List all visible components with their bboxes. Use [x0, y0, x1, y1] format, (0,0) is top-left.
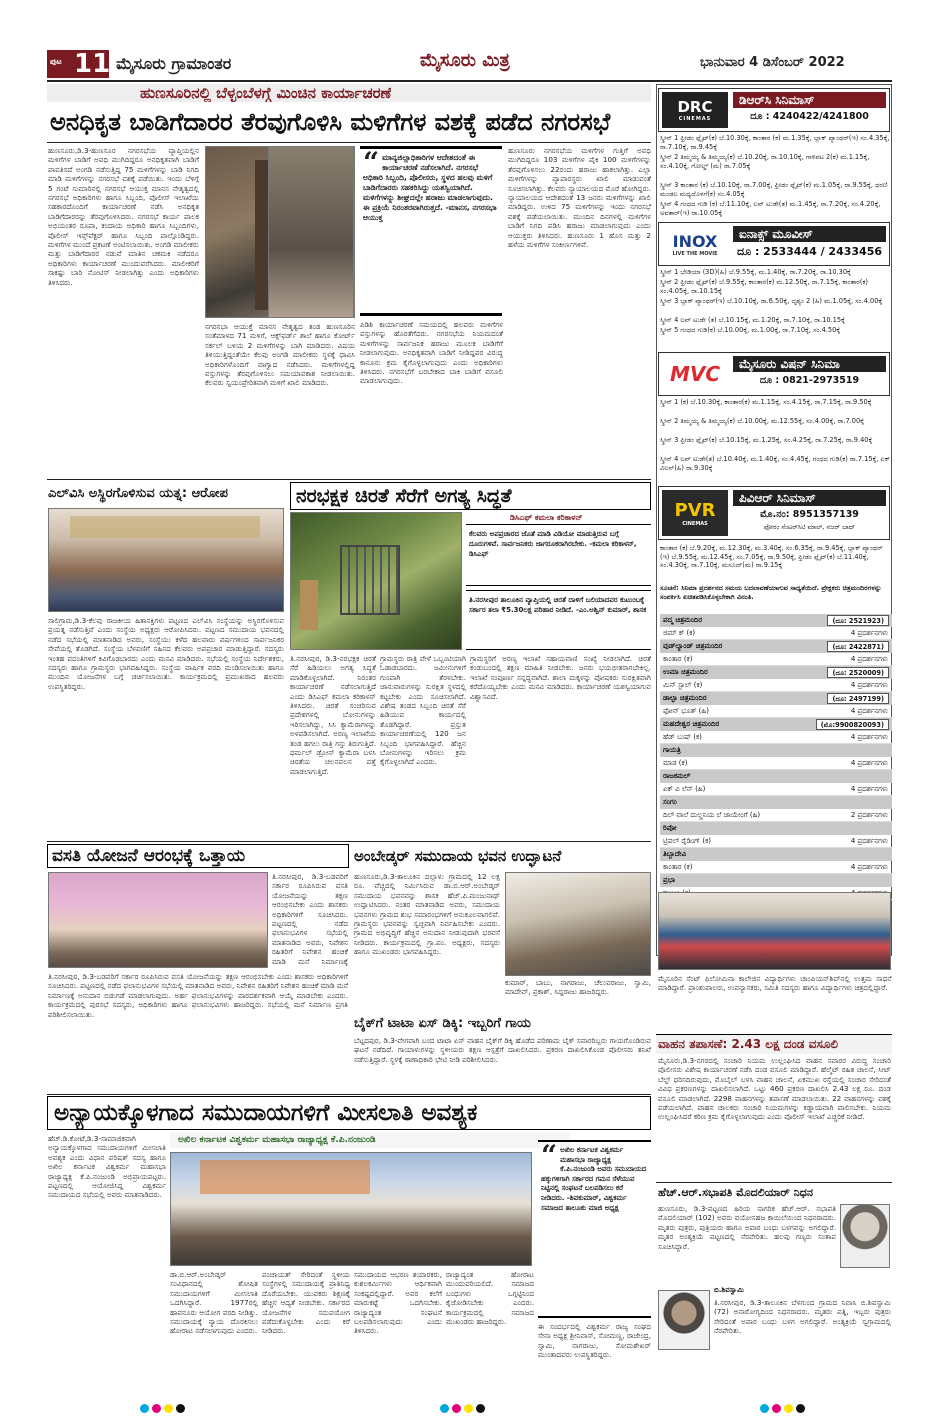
drc-row-3: ಸ್ಕ್ರೀನ್ 3 ಕಾಂತಾರ (ಕ) ಬೆ.10.10ಕ್ಕೆ, ರಾ.7.00ಕ್ಕೆ, ಫ್ರೀಡಂ ಫ್ಲೈಟ್(ಕ) ಮ.1.05ಕ್ಕೆ, ರಾ.9.55ಕ್ಕೆ, ಧರಣಿ ಮಂಡಲ ಮಧ್ಯದೊಳಗೆ(ಕ) ಸಂ.4.05ಕ್ಕೆ — [660, 181, 888, 198]
pvr-name: ಪಿವಿಆರ್ ಸಿನಿಮಾಸ್ — [733, 490, 886, 506]
theatre-name-row — [660, 822, 892, 835]
theatre-movie: ಏಕ್ ವಿ ಲೆನ್ (ಹಿ) — [663, 785, 706, 793]
theatre-name: ರಾಜಕಮಲ್ — [663, 772, 691, 780]
theatre-name-row — [660, 692, 892, 705]
reg-mark-magenta — [152, 1404, 161, 1413]
obit-photo-1 — [840, 1204, 890, 1268]
reservation-col7: ಈ ಸಂದರ್ಭದಲ್ಲಿ ವಿಶ್ವಕರ್ಮ ರಾಜ್ಯ ಸಂಘದ ಸೇನಾ ಅಧ್ಯಕ್ಷ ಶ್ರೀನಿವಾಸ್, ಸೋಮಣ್ಣ, ರಾಜೇಂದ್ರ, ಸ್ವಾಮಿ, ನಾಗರಾಜು, ಸೋಮಶೇಖರ್ ಮುಂತಾದವರು ಉಪಸ್ಥಿತರಿದ್ದರು. — [538, 1322, 651, 1360]
inox-row-1: ಸ್ಕ್ರೀನ್ 1 ಭೇಡಿಯಾ (3D)(ಹಿ) ಬೆ.9.55ಕ್ಕೆ, ಮ.1.40ಕ್ಕೆ, ರಾ.7.20ಕ್ಕೆ, ರಾ.10.30ಕ್ಕೆ — [660, 268, 851, 276]
lead-photo-2 — [268, 146, 354, 318]
theatre-shows: 4 ಪ್ರದರ್ಶನಗಳು — [850, 785, 888, 793]
lead-quote — [360, 146, 502, 316]
tata-headline: ಬೈಕ್‌ಗೆ ಟಾಟಾ ಏಸ್ ಡಿಕ್ಕಿ: ಇಬ್ಬರಿಗೆ ಗಾಯ — [354, 1016, 531, 1031]
inox-phone: ದೂ : 2533444 / 2433456 — [736, 245, 882, 258]
theatre-shows: 4 ಪ್ರದರ್ಶನಗಳು — [850, 863, 888, 871]
reservation-col4: ಪಂಚಾಯತ್ ಸೇರಿದಂತೆ ಸ್ಥಳೀಯ ಸಂಸ್ಥೆಗಳಲ್ಲಿ ಸಮುದಾಯಕ್ಕೆ ಪ್ರಾತಿನಿಧ್ಯ ದೊರೆಯಬೇಕು. ಯುವಕರು ಶಿಕ್ಷಣಕ್ಕೆ ಹೆಚ್ಚಿನ ಆದ್ಯತೆ ನೀಡಬೇಕು. ಸರ್ಕಾರದ ಯೋಜನೆಗಳ ಸದುಪಯೋಗ ಪಡೆದುಕೊಳ್ಳಬೇಕು ಎಂದು ಕರೆ ನೀಡಿದರು. — [262, 1270, 350, 1336]
ambedkar-photo — [505, 872, 651, 976]
theatre-movie-row — [660, 809, 892, 822]
theatre-shows: 4 ಪ್ರದರ್ಶನಗಳು — [850, 629, 888, 637]
theatre-name: ತಿಬ್ಬಾದೇವಿ — [663, 850, 687, 858]
theatre-name-row — [660, 614, 892, 627]
obit-headline: ಹೆಚ್.ಆರ್.ಸಭಾಪತಿ ಮೊದಲಿಯಾರ್ ನಿಧನ — [658, 1186, 813, 1199]
theatre-movie: ಮಿನ್ ಸ್ಟಾಲ್ (ಕ) — [663, 681, 703, 689]
theatre-name: ಗಾಯತ್ರಿ — [663, 746, 681, 754]
theatre-name-row — [660, 744, 892, 757]
reg-mark-black-2 — [476, 1404, 485, 1413]
drc-row-1: ಸ್ಕ್ರೀನ್ 1 ಫ್ರೀಡಂ ಫ್ಲೈಟ್(ಕ) ಬೆ.10.30ಕ್ಕೆ, ಕಾಂತಾರ (ಕ) ಮ.1.35ಕ್ಕೆ, ಬ್ಲಾಕ್ ಪ್ಯಾಂಥರ್(ಇ) ಸಂ.4.35ಕ್ಕೆ, ರಾ.7.10ಕ್ಕೆ, ರಾ.9.45ಕ್ಕೆ — [660, 134, 890, 151]
reg-mark-yellow-2 — [464, 1404, 473, 1413]
reg-mark-cyan — [140, 1404, 149, 1413]
theatre-movie-row — [660, 783, 892, 796]
reservation-col3: ಡಾ.ಬಿ.ಆರ್.ಅಂಬೇಡ್ಕರ್ ಸಂವಿಧಾನದಲ್ಲಿ ಶೋಷಿತ ಸಮುದಾಯಗಳಿಗೆ ಮೀಸಲಾತಿ ಒದಗಿಸಿದ್ದಾರೆ. 1977ರಲ್ಲಿ ಹಾವನೂರು ಆಯೋಗ ವರದಿ ನೀಡಿತ್ತು. ಸಮುದಾಯಕ್ಕೆ ನ್ಯಾಯ ದೊರಕಿಸಲು ಹೋರಾಟ ನಡೆಸಲಾಗುವುದು ಎಂದರು. — [170, 1270, 258, 1336]
obit-photo-2 — [658, 1290, 710, 1350]
theatre-shows: 4 ಪ್ರದರ್ಶನಗಳು — [850, 681, 888, 689]
mvc-logo: MVC — [662, 356, 728, 392]
drc-row-2: ಸ್ಕ್ರೀನ್ 2 ತಿಮ್ಮಯ್ಯ & ತಿಮ್ಮಯ್ಯ(ಕ) ಬೆ.10.20ಕ್ಕೆ, ರಾ.10.10ಕ್ಕೆ, ಗಾಳಿಪಟ 2(ಕ) ಮ.1.15ಕ್ಕೆ, ಸಂ.4.10ಕ್ಕೆ, ಗೋಲ್ಡ್ (ಮ) ರಾ.7.05ಕ್ಕೆ — [660, 153, 870, 170]
reg-mark-cyan-2 — [440, 1404, 449, 1413]
theatre-shows: 4 ಪ್ರದರ್ಶನಗಳು — [850, 759, 888, 767]
pvr-address: ಫೋರಂ ಸೆಂಟರ್‌ಸಿಟಿ ಮಾಲ್, ನಜರ್ ಬಾದ್ — [763, 523, 856, 531]
reservation-col1: ಹೆಚ್.ಡಿ.ಕೋಟೆ,ಡಿ.3-ಸಾಮಾಜಿಕವಾಗಿ ಅನ್ಯಾಯಕ್ಕೊಳಗಾದ ಸಮುದಾಯಗಳಿಗೆ ಮೀಸಲಾತಿ ಅವಶ್ಯಕ ಎಂದು ವಿಧಾನ ಪರಿಷತ್ ಸದಸ್ಯ ಹಾಗೂ ಅಖಿಲ ಕರ್ನಾಟಕ ವಿಶ್ವಕರ್ಮ ಮಹಾಸಭಾ ರಾಜ್ಯಾಧ್ಯಕ್ಷ ಕೆ.ಪಿ.ನಂಜುಂಡಿ ಅಭಿಪ್ರಾಯಪಟ್ಟರು. ಪಟ್ಟಣದಲ್ಲಿ ಆಯೋಜಿಸಿದ್ದ ವಿಶ್ವಕರ್ಮ ಸಮುದಾಯದ ಸಭೆಯಲ್ಲಿ ಅವರು ಮಾತನಾಡಿದರು. — [48, 1134, 166, 1200]
pvr-header — [658, 486, 890, 540]
reservation-col5: ಸಮುದಾಯದ ಆಭರಣ ತಯಾರಕರು, ಕುಶಲಕರ್ಮಿಗಳು ಆರ್ಥಿಕವಾಗಿ ಸಂಕಷ್ಟದಲ್ಲಿದ್ದಾರೆ. ಅವರ ಕಲೆಗೆ ಮಾರುಕಟ್ಟೆ ಒದಗಿಸಬೇಕು. ರಾಜ್ಯಾದ್ಯಂತ ಸಂಘಟನೆ ಬಲಪಡಿಸಲಾಗುವುದು ಎಂದು ತಿಳಿಸಿದರು. — [354, 1270, 442, 1336]
ambedkar-caption: ಕುಮಾರ್, ಬಾಬು, ನಾಗರಾಜು, ಚೆಲುವರಾಜು, ಸ್ವಾಮಿ, ಮಾದೇವ್, ಪ್ರಕಾಶ್, ಸಿದ್ದರಾಜು ಹಾಜರಿದ್ದರು. — [505, 978, 651, 997]
theatre-name: ಡಾಲ್ಫಾ ಚಿತ್ರಮಂದಿರ — [663, 694, 707, 702]
reg-mark-magenta-3 — [772, 1404, 781, 1413]
theatre-name: ಪ್ರಭಾ — [663, 876, 676, 884]
theatre-name-row — [660, 640, 892, 653]
theatre-shows: 2 ಪ್ರದರ್ಶನಗಳು — [850, 811, 888, 819]
reg-mark-cyan-3 — [760, 1404, 769, 1413]
housing-photo — [48, 872, 268, 968]
mvc-row-2: ಸ್ಕ್ರೀನ್ 2 ತಿಮ್ಮಯ್ಯ & ತಿಮ್ಮಯ್ಯ(ಕ) ಬೆ.10.00ಕ್ಕೆ, ಮ.12.55ಕ್ಕೆ, ಸಂ.4.00ಕ್ಕೆ, ರಾ.7.00ಕ್ಕೆ — [660, 417, 865, 425]
reservation-col6: ರಾಜ್ಯಾದ್ಯಂತ ಹೋರಾಟ ಮುಂದುವರಿಯಲಿದೆ. ಸಮಾಜದ ಬಂಧುಗಳು ಒಗ್ಗಟ್ಟಿನಿಂದ ಕೈಜೋಡಿಸಬೇಕು ಎಂದರು. ಕಾರ್ಯಕ್ರಮದಲ್ಲಿ ಸಮಾಜದ ಮುಖಂಡರು ಹಾಜರಿದ್ದರು. — [446, 1270, 534, 1327]
lead-quote-text: ಮಾನ್ಯಜಿಲ್ಲಾಧಿಕಾರಿಗಳ ಆದೇಶದಂತೆ ಈ ಕಾರ್ಯಾಚರಣೆ ನಡೆಸಲಾಗಿದೆ. ನಗರಸಭೆ ಅಧಿಕಾರಿ ಸಿಬ್ಬಂದಿ, ಪೊಲೀಸರು, ಸ್ಥಳದ ಹಲವು ಮಳಿಗೆ ಬಾಡಿಗೆದಾರರು ಸಹಕರಿಸಿದ್ದು ಯಶಸ್ವಿಯಾಗಿದೆ. ಮಳಿಗೆಗಳನ್ನು ಶೀಘ್ರದಲ್ಲೇ ಹರಾಜು ಮಾಡಲಾಗುವುದು. ಈ ಪ್ರಕ್ರಿಯೆ ನಿರಂತರವಾಗಿರುತ್ತದೆ. -ಮಾನಸ, ನಗರಸಭಾ ಆಯುಕ್ತ — [363, 153, 497, 222]
vehicle-text: ಮೈಸೂರು,ಡಿ.3-ನಗರದಲ್ಲಿ ಸಂಚಾರಿ ನಿಯಮ ಉಲ್ಲಂಘಿಸಿದ ವಾಹನ ಸವಾರರ ವಿರುದ್ಧ ಸಂಚಾರಿ ಪೊಲೀಸರು ವಿಶೇಷ ಕಾರ್ಯಾಚರಣೆ ನಡೆಸಿ ದಂಡ ವಸೂಲಿ ಮಾಡಿದ್ದಾರೆ. ಹೆಲ್ಮೆಟ್ ರಹಿತ ಚಾಲನೆ, ಸೀಟ್ ಬೆಲ್ಟ್ ಧರಿಸದಿರುವುದು, ಮೊಬೈಲ್ ಬಳಸಿ ವಾಹನ ಚಾಲನೆ, ಏಕಮುಖ ರಸ್ತೆಯಲ್ಲಿ ಸಂಚಾರ ಸೇರಿದಂತೆ ವಿವಿಧ ಪ್ರಕರಣಗಳನ್ನು ದಾಖಲಿಸಲಾಗಿದೆ. ಒಟ್ಟು 460 ಪ್ರಕರಣ ದಾಖಲಿಸಿ 2.43 ಲಕ್ಷ ರೂ. ದಂಡ ವಸೂಲಿ ಮಾಡಲಾಗಿದೆ. 2298 ವಾಹನಗಳನ್ನು ತಪಾಸಣೆ ಮಾಡಲಾಯಿತು. 22 ವಾಹನಗಳನ್ನು ವಶಕ್ಕೆ ಪಡೆಯಲಾಗಿದೆ. ವಾಹನ ಚಾಲಕರು ಸಂಚಾರಿ ನಿಯಮಗಳನ್ನು ಕಡ್ಡಾಯವಾಗಿ ಪಾಲಿಸಬೇಕು. ನಿಯಮ ಉಲ್ಲಂಘಿಸಿದರೆ ಕಠಿಣ ಕ್ರಮ ಕೈಗೊಳ್ಳಲಾಗುವುದು ಎಂದು ಪೊಲೀಸ್ ಇಲಾಖೆ ಎಚ್ಚರಿಕೆ ನೀಡಿದೆ. — [658, 1056, 891, 1122]
theatre-phone: (ಮೊ:9900820093) — [816, 719, 889, 730]
inox-row-5: ಸ್ಕ್ರೀನ್ 5 ಗಂಧದ ಗುಡಿ(ಕ) ಬೆ.10.00ಕ್ಕೆ, ಮ.1.00ಕ್ಕೆ, ರಾ.7.10ಕ್ಕೆ, ಸಂ.4.50ಕ್ಕೆ — [660, 326, 841, 334]
theatre-movie-row — [660, 679, 892, 692]
drc-logo: DRC CINEMAS — [662, 92, 728, 128]
leopard-quote-1-text: ಕೆಲವರು ಅಪಪ್ರಚಾರದ ಜೊತೆ ಮಾಡಿ ವಿಡಿಯೋ ಮಾಡುತ್ತಿರುವ ಬಗ್ಗೆ ದೂರುಗಳಿವೆ. ಸಾರ್ವಜನಿಕರು ಜಾಗರೂಕರಾಗಿರಬೇಕು. -ಕಮಲಾ ಕರಿಕಾಳನ್, ಡಿಸಿಎಫ್ — [469, 530, 637, 558]
reg-mark-yellow-3 — [784, 1404, 793, 1413]
mvc-row-4: ಸ್ಕ್ರೀನ್ 4 ಲವ್ ಟುಡೇ(ತ) ಬೆ.10.40ಕ್ಕೆ, ಮ.1.40ಕ್ಕೆ, ಸಂ.4.45ಕ್ಕೆ, ಗಂಧದ ಗುಡಿ(ಕ) ರಾ.7.15ಕ್ಕೆ, ಏಕ್ ವಿಲನ್(ಹಿ) ರಾ.9.30ಕ್ಕೆ — [660, 455, 890, 472]
theatre-name-row — [660, 796, 892, 809]
obit-photo-2-name: ಬಿ.ಶಿವಸ್ವಾಮಿ — [714, 1286, 744, 1294]
masthead-rule — [47, 80, 892, 82]
obit-rule — [656, 1182, 892, 1183]
pvr-phone: ಮೊ.ನಂ: 8951357139 — [760, 509, 859, 520]
theatre-name: ಪದ್ಮ ಚಿತ್ರಮಂದಿರ — [663, 616, 703, 624]
pvr-row-1: ಕಾಂತಾರ (ಕ) ಬೆ.9.20ಕ್ಕೆ, ಮ.12.30ಕ್ಕೆ, ಮ.3.40ಕ್ಕೆ, ಸಂ.6.35ಕ್ಕೆ, ರಾ.9.45ಕ್ಕೆ, ಬ್ಲಾಕ್ ಪ್ಯಾಂಥರ್ (ಇ) ಬೆ.9.55ಕ್ಕೆ, ಮ.12.45ಕ್ಕೆ, ಸಂ.7.05ಕ್ಕೆ, ರಾ.9.50ಕ್ಕೆ, ಫ್ರೀಡಂ ಫ್ಲೈಟ್(ಕ) ಬೆ.11.40ಕ್ಕೆ, ಸಂ.4.30ಕ್ಕೆ, ರಾ.7.10ಕ್ಕೆ, ಮಸೂದ್(ಮ) ರಾ.9.15ಕ್ಕೆ — [660, 544, 883, 570]
theatre-phone: (ದೂ: 2422871) — [827, 641, 889, 652]
theatre-movie-row — [660, 861, 892, 874]
reg-mark-magenta-2 — [452, 1404, 461, 1413]
theatre-name-row — [660, 770, 892, 783]
quote-mark-icon: “ — [363, 146, 380, 179]
leopard-text-1: ತಿ.ನರಸೀಪುರ, ಡಿ.3-ನರಭಕ್ಷಕ ಚಿರತೆ ಸೆರೆ ಹಿಡಿಯಲು ಅಗತ್ಯ ಸಿದ್ಧತೆ ಮಾಡಿಕೊಳ್ಳಲಾಗಿದೆ. ನಿರಂತರ ಕಾರ್ಯಾಚರಣೆ ನಡೆಸಲಾಗುತ್ತಿದೆ ಎಂದು ಡಿಸಿಎಫ್ ಕಮಲಾ ಕರಿಕಾಳನ್ ತಿಳಿಸಿದರು. ಚಿರತೆ ಸಂಚರಿಸುವ ಪ್ರದೇಶಗಳಲ್ಲಿ ಬೋನುಗಳನ್ನು ಇರಿಸಲಾಗಿದ್ದು, ಸಿಸಿ ಕ್ಯಾಮೆರಾಗಳನ್ನು ಅಳವಡಿಸಲಾಗಿದೆ. ಅರಣ್ಯ ಇಲಾಖೆಯ ತಂಡ ಹಗಲು ರಾತ್ರಿ ಗಸ್ತು ತಿರುಗುತ್ತಿದೆ. ಥರ್ಮಲ್ ಡ್ರೋನ್ ಕ್ಯಾಮೆರಾ ಬಳಸಿ ಚಿರತೆಯ ಚಲನವಲನ ಪತ್ತೆ ಮಾಡಲಾಗುತ್ತಿದೆ. — [290, 654, 376, 776]
theatre-name-row — [660, 718, 892, 731]
paper-name: ಮೈಸೂರು ಮಿತ್ರ — [420, 50, 510, 71]
theatre-movie: ಕಾಂತಾರ (ಕ) — [663, 863, 693, 871]
reg-mark-black — [176, 1404, 185, 1413]
lead-col1: ಹುಣಸೂರು,ಡಿ.3-ಹುಣಸೂರ ನಗರಸಭೆಯ ವ್ಯಾಪ್ತಿಯಲ್ಲಿನ ಮಳಿಗೆಗಳ ಬಾಡಿಗೆ ಅವಧಿ ಮುಗಿದಿದ್ದರೂ ಅನಧಿಕೃತವಾಗಿ ಬಾಡಿಗೆ ಪಾವತಿಸದೆ ಅಂಗಡಿ ನಡೆಸುತ್ತಿದ್ದ 75 ಮಳಿಗೆಗಳನ್ನು ಬಾಡಿ ನಿಗದಿ ಮಾಡಿ ಮಳಿಗೆಗಳನ್ನು ನಗರಸಭೆ ವಶಕ್ಕೆ ಪಡೆಯಿತು. ಇಂದು ಬೆಳಿಗ್ಗೆ 5 ಗಂಟೆ ಸುಮಾರಿನಲ್ಲಿ ನಗರಸಭೆ ಆಯುಕ್ತ ಮಾನಸ ನೇತೃತ್ವದಲ್ಲಿ ನಗರಸಭೆ ಅಧಿಕಾರಿಗಳು ಹಾಗೂ ಸಿಬ್ಬಂದಿ, ಪೊಲೀಸ್ ಇಲಾಖೆಯ ಸಹಕಾರದೊಂದಿಗೆ ಕಾರ್ಯಾಚರಣೆ ನಡೆಸಿ ಅನಧಿಕೃತ ಬಾಡಿಗೆದಾರರನ್ನು ತೆರವುಗೊಳಿಸಿದರು. ನಗರಸಭೆ ಕಾರ್ಯ ಪಾಲಕ ಅಭಿಯಂತರ ರೂಪಾ, ಕಂದಾಯ ಅಧಿಕಾರಿ ಹಾಗೂ ಸಿಬ್ಬಂದಿಗಳು, ಪೊಲೀಸ್ ಇನ್ಸ್‌ಪೆಕ್ಟರ್ ಹಾಗೂ ಸಿಬ್ಬಂದಿ ಪಾಲ್ಗೊಂಡಿದ್ದರು. ಮಳಿಗೆಗಳ ಮುಂದೆ ಪ್ರಕಟಣೆ ಅಂಟಿಸಲಾಯಿತು. ಅಂಗಡಿ ಮಾಲೀಕರು ಮತ್ತು ಬಾಡಿಗೆದಾರರ ನಡುವೆ ಮಾತಿನ ಚಕಮಕಿ ನಡೆದರೂ ಅಧಿಕಾರಿಗಳು ಕಾರ್ಯಾಚರಣೆ ಮುಂದುವರೆಸಿದರು. ಮಾಲೀಕರಿಗೆ ಸಾಕಷ್ಟು ಬಾರಿ ನೋಟಿಸ್ ನೀಡಲಾಗಿತ್ತು ಎಂದು ಅಧಿಕಾರಿಗಳು ತಿಳಿಸಿದರು. — [48, 146, 199, 287]
theatre-movie-row — [660, 653, 892, 666]
pvr-logo: PVR CINEMAS — [662, 490, 728, 536]
leopard-cage-icon — [340, 545, 400, 615]
page-number: 11 — [74, 49, 111, 79]
lead-col3: ಪಿಡಿಶಿ ಕಾರ್ಯಾಚರಣೆ ಸಮಯದಲ್ಲಿ ಹಲವರು ಮಳಿಗೆಗಳ ವಸ್ತುಗಳನ್ನು ಹೊರತೆಗೆದರು. ನಗರಸಭೆಯ ನಿಯಮದಂತೆ ಮಳಿಗೆಗಳನ್ನು ಸಾರ್ವಜನಿಕ ಹರಾಜು ಮೂಲಕ ಬಾಡಿಗೆಗೆ ನೀಡಲಾಗುವುದು. ಅನಧಿಕೃತವಾಗಿ ಬಾಡಿಗೆ ನೀಡಿದ್ದವರ ವಿರುದ್ಧ ಕಾನೂನು ಕ್ರಮ ಕೈಗೊಳ್ಳಲಾಗುವುದು ಎಂದು ಅಧಿಕಾರಿಗಳು ತಿಳಿಸಿದರು. ನಗರಸಭೆಗೆ ಬರಬೇಕಾದ ಬಾಕಿ ಬಾಡಿಗೆ ವಸೂಲಿ ಮಾಡಲಾಗುವುದು. — [360, 320, 503, 386]
lead-col4: ಹುಣಸೂರು ನಗರಸಭೆಯ ಮಳಿಗೆಗಳ ಗುತ್ತಿಗೆ ಅವಧಿ ಮುಗಿದಿದ್ದರೂ 103 ಮಳಿಗೆಗಳ ಪೈಕಿ 100 ಮಳಿಗೆಗಳನ್ನು ತೆರವುಗೊಳಿಸಲು 22ರಂದು ಹರಾಜು ಹಾಕಲಾಗಿತ್ತು. ಎಲ್ಲಾ ಮಳಿಗೆಗಳನ್ನು ವ್ಯಾಪಾರಸ್ಥರು ಖಾಲಿ ಮಾಡುವಂತೆ ಸೂಚಿಸಲಾಗಿತ್ತು. ಕೆಲವರು ನ್ಯಾಯಾಲಯದ ಮೊರೆ ಹೋಗಿದ್ದರು. ನ್ಯಾಯಾಲಯದ ಆದೇಶದಂತೆ 13 ಜನರು ಮಳಿಗೆಗಳನ್ನು ಖಾಲಿ ಮಾಡಿದ್ದರು. ಉಳಿದ 75 ಮಳಿಗೆಗಳನ್ನು ಇಂದು ನಗರಸಭೆ ವಶಕ್ಕೆ ಪಡೆಯಲಾಯಿತು. ಮುಂದಿನ ದಿನಗಳಲ್ಲಿ ಮಳಿಗೆಗಳ ಬಾಡಿಗೆ ನಿಗದಿ ಪಡಿಸಿ ಹರಾಜು ಮಾಡಲಾಗುವುದು ಎಂದು ಆಯುಕ್ತರು ತಿಳಿಸಿದರು. ಹುಣಸೂರು 1 ಹೊಸ ಮತ್ತು 2 ಹಳೆಯ ಮಳಿಗೆಗಳ ಸಂಕೀರ್ಣಗಳಿವೆ. — [508, 146, 651, 250]
students-photo — [658, 892, 891, 970]
theatre-movie: ದಿಲ್ ವಾಲೆ ದುಲ್ಹನಿಯ ಲೆ ಜಾಯೇಂಗೆ (ಹಿ) — [663, 811, 761, 819]
leopard-quote-1 — [466, 524, 651, 586]
theatre-shows: 4 ಪ್ರದರ್ಶನಗಳು — [850, 733, 888, 741]
theatre-shows: 4 ಪ್ರದರ್ಶನಗಳು — [850, 655, 888, 663]
theatre-phone: (ದೂ: 2520009) — [827, 667, 889, 678]
reg-mark-black-3 — [796, 1404, 805, 1413]
reservation-headline: ಅನ್ಯಾಯಕ್ಕೊಳಗಾದ ಸಮುದಾಯಗಳಿಗೆ ಮೀಸಲಾತಿ ಅವಶ್ಯಕ — [54, 1100, 478, 1126]
reservation-subhead: ಅಖಿಲ ಕರ್ನಾಟಕ ವಿಶ್ವಕರ್ಮ ಮಹಾಸಭಾ ರಾಜ್ಯಾಧ್ಯಕ್ಷ ಕೆ.ಪಿ.ನಂಜುಂಡಿ — [178, 1135, 376, 1145]
lead-kicker: ಹುಣಸೂರಿನಲ್ಲಿ ಬೆಳ್ಳಂಬೆಳಗ್ಗೆ ಮಿಂಚಿನ ಕಾರ್ಯಾಚರಣೆ — [140, 84, 392, 102]
theatre-name: ಸಂಗಂ — [663, 798, 677, 806]
housing-side-text: ತಿ.ನರಸೀಪುರ, ಡಿ.3-ಬಡವರಿಗೆ ಸರ್ಕಾರ ರೂಪಿಸಿರುವ ವಸತಿ ಯೋಜನೆಯನ್ನು ತಕ್ಷಣ ಆರಂಭಿಸಬೇಕು ಎಂದು ಶಾಸಕರು ಅಧಿಕಾರಿಗಳಿಗೆ ಸೂಚಿಸಿದರು. ಪಟ್ಟಣದಲ್ಲಿ ನಡೆದ ಫಲಾನುಭವಿಗಳ ಸಭೆಯಲ್ಲಿ ಮಾತನಾಡಿದ ಅವರು, ನಿವೇಶನ ರಹಿತರಿಗೆ ನಿವೇಶನ ಹಂಚಿಕೆ ಮಾಡಿ ಮನೆ ನಿರ್ಮಾಣಕ್ಕೆ — [272, 872, 348, 966]
section-label: ಮೈಸೂರು ಗ್ರಾಮಾಂತರ — [116, 54, 232, 73]
ambedkar-text: ಹುಣಸೂರು,ಡಿ.3-ತಾಲೂಕಿನ ದಲ್ಲಾಳು ಗ್ರಾಮದಲ್ಲಿ 12 ಲಕ್ಷ ರೂ. ವೆಚ್ಚದಲ್ಲಿ ನಿರ್ಮಿಸಿರುವ ಡಾ.ಬಿ.ಆರ್.ಅಂಬೇಡ್ಕರ್ ಸಮುದಾಯ ಭವನವನ್ನು ಶಾಸಕ ಹೆಚ್.ಪಿ.ಮಂಜುನಾಥ್ ಉದ್ಘಾಟಿಸಿದರು. ನಂತರ ಮಾತನಾಡಿದ ಅವರು, ಸಮುದಾಯ ಭವನಗಳು ಗ್ರಾಮದ ಶುಭ ಸಮಾರಂಭಗಳಿಗೆ ಅನುಕೂಲವಾಗಲಿವೆ. ಗ್ರಾಮಸ್ಥರು ಭವನವನ್ನು ಸ್ವಚ್ಛವಾಗಿ ನಿರ್ವಹಿಸಬೇಕು ಎಂದರು. ಗ್ರಾಮದ ಅಭಿವೃದ್ಧಿಗೆ ಹೆಚ್ಚಿನ ಅನುದಾನ ನೀಡುವುದಾಗಿ ಭರವಸೆ ನೀಡಿದರು. ಕಾರ್ಯಕ್ರಮದಲ್ಲಿ ಗ್ರಾ.ಪಂ. ಅಧ್ಯಕ್ಷರು, ಸದಸ್ಯರು ಹಾಗೂ ಮುಖಂಡರು ಭಾಗವಹಿಸಿದ್ದರು. — [354, 872, 500, 957]
reservation-quote — [538, 1140, 651, 1318]
lead-bottom-rule — [47, 479, 651, 480]
lvs-text: ಸಾಲಿಗ್ರಾಮ,ಡಿ.3-ಕೆಲವು ರಾಜಕೀಯ ಹಿತಾಸಕ್ತಿಗಳು ಪಟ್ಟಣದ ಎಲ್‌ವಿಸಿ ಸಂಸ್ಥೆಯನ್ನು ಅಸ್ಥಿರಗೊಳಿಸುವ ಪ್ರಯತ್ನ ನಡೆಸುತ್ತಿವೆ ಎಂದು ಸಂಸ್ಥೆಯ ಅಧ್ಯಕ್ಷರು ಆರೋಪಿಸಿದರು. ಪಟ್ಟಣದ ಸಮುದಾಯ ಭವನದಲ್ಲಿ ನಡೆದ ಸಭೆಯಲ್ಲಿ ಮಾತನಾಡಿದ ಅವರು, ಸಂಸ್ಥೆಯು ಕಳೆದ ಹಲವಾರು ವರ್ಷಗಳಿಂದ ಸಾರ್ವಜನಿಕರ ಸೇವೆಯಲ್ಲಿ ತೊಡಗಿದೆ. ಸಂಸ್ಥೆಯ ಬೆಳವಣಿಗೆ ಸಹಿಸದ ಕೆಲವರು ಅಪಪ್ರಚಾರ ಮಾಡುತ್ತಿದ್ದಾರೆ. ಸದಸ್ಯರು ಇಂತಹ ವದಂತಿಗಳಿಗೆ ಕಿವಿಗೊಡಬಾರದು ಎಂದು ಮನವಿ ಮಾಡಿದರು. ಸಭೆಯಲ್ಲಿ ಸಂಸ್ಥೆಯ ನಿರ್ದೇಶಕರು, ಸದಸ್ಯರು ಹಾಗೂ ಗ್ರಾಮಸ್ಥರು ಭಾಗವಹಿಸಿದ್ದರು. ಸಂಸ್ಥೆಯ ವಾರ್ಷಿಕ ವರದಿ ಮಂಡಿಸಲಾಯಿತು ಹಾಗೂ ಮುಂದಿನ ಯೋಜನೆಗಳ ಬಗ್ಗೆ ಚರ್ಚಿಸಲಾಯಿತು. ಕಾರ್ಯಕ್ರಮದಲ್ಲಿ ಪ್ರಮುಖರಾದ ಹಲವರು ಉಪಸ್ಥಿತರಿದ್ದರು. — [48, 616, 284, 691]
lvs-photo-banner — [70, 516, 260, 538]
theatre-movie-row — [660, 627, 892, 640]
leopard-headline: ನರಭಕ್ಷಕ ಚಿರತೆ ಸೆರೆಗೆ ಅಗತ್ಯ ಸಿದ್ಧತೆ — [296, 485, 512, 507]
leopard-quote-2-text: ತಿ.ನರಸೀಪುರ ತಾಲೂಕಿನ ವ್ಯಾಪ್ತಿಯಲ್ಲಿ ಚಿರತೆ ದಾಳಿಗೆ ಬಲಿಯಾದವರ ಕುಟುಂಬಕ್ಕೆ ಸರ್ಕಾರ ತಲಾ ₹5.30ಲಕ್ಷ ಪರಿಹಾರ ನೀಡಿದೆ. -ಎಂ.ಅಶ್ವಿನ್ ಕುಮಾರ್, ಶಾಸಕ — [469, 596, 647, 614]
inox-row-3: ಸ್ಕ್ರೀನ್ 3 ಬ್ಲಾಕ್ ಪ್ಯಾಂಥರ್(ಇ) ಬೆ.10.10ಕ್ಕೆ, ರಾ.6.50ಕ್ಕೆ, ದೃಶ್ಯಂ 2 (ಹಿ) ಮ.1.05ಕ್ಕೆ, ಸಂ.4.00ಕ್ಕೆ — [660, 297, 883, 305]
theatre-movie: ಜಿಮ್ ಕ್ (ಕ) — [663, 629, 696, 637]
mvc-row-3: ಸ್ಕ್ರೀನ್ 3 ಫ್ರೀಡಂ ಫ್ಲೈಟ್(ಕ) ಬೆ.10.15ಕ್ಕೆ, ಮ.1.25ಕ್ಕೆ, ಸಂ.4.25ಕ್ಕೆ, ರಾ.7.25ಕ್ಕೆ, ರಾ.9.40ಕ್ಕೆ — [660, 436, 873, 444]
theatre-name-row — [660, 874, 892, 887]
theatre-movie: ಕಾಂತಾರ (ಕ) — [663, 655, 693, 663]
obit-text-1: ಹುಣಸೂರು, ಡಿ.3-ಪಟ್ಟಣದ ಹಿರಿಯ ನಾಗರಿಕ ಹೆಚ್.ಆರ್. ಸಭಾಪತಿ ಮೊದಲಿಯಾರ್ (102) ಅವರು ವಯೋಸಹಜ ಕಾಯಿಲೆಯಿಂದ ನಿಧನರಾದರು. ಮೃತರು ಪುತ್ರರು, ಪುತ್ರಿಯರು ಹಾಗೂ ಅಪಾರ ಬಂಧು ಬಳಗವನ್ನು ಅಗಲಿದ್ದಾರೆ. ಮೃತರ ಅಂತ್ಯಕ್ರಿಯೆ ಪಟ್ಟಣದಲ್ಲಿ ನೆರವೇರಿತು. ಹಲವು ಗಣ್ಯರು ಸಂತಾಪ ಸೂಚಿಸಿದ್ದಾರೆ. — [658, 1204, 836, 1251]
leopard-quote-2 — [466, 590, 651, 650]
housing-headline: ವಸತಿ ಯೋಜನೆ ಆರಂಭಕ್ಕೆ ಒತ್ತಾಯ — [52, 846, 246, 866]
theatre-movie: ಫೋನ್ ಭೂತ್ (ಹಿ) — [663, 707, 709, 715]
theatre-shows: 4 ಪ್ರದರ್ಶನಗಳು — [850, 837, 888, 845]
leopard-byline: ಡಿಸಿಎಫ್ ಕಮಲಾ ಕರಿಕಾಳನ್ — [510, 513, 583, 522]
theatre-movie-row — [660, 757, 892, 770]
page-label: ಪುಟ — [50, 57, 62, 66]
inox-header — [658, 222, 890, 266]
obit-text-2: ತಿ.ನರಸೀಪುರ, ಡಿ.3-ತಾಲೂಕಿನ ಬೆಳಗುಂದ ಗ್ರಾಮದ ನಿವಾಸಿ ಬಿ.ಶಿವಸ್ವಾಮಿ (72) ಅನಾರೋಗ್ಯದಿಂದ ನಿಧನರಾದರು. ಮೃತರು ಪತ್ನಿ, ಇಬ್ಬರು ಪುತ್ರರು ಸೇರಿದಂತೆ ಅಪಾರ ಬಂಧು ಬಳಗ ಅಗಲಿದ್ದಾರೆ. ಅಂತ್ಯಕ್ರಿಯೆ ಸ್ವಗ್ರಾಮದಲ್ಲಿ ನೆರವೇರಿತು. — [714, 1298, 891, 1336]
theatre-name: ವುಡ್‌ಲ್ಯಾಂಡ್ ಚಿತ್ರಮಂದಿರ — [663, 642, 723, 650]
leopard-officer — [300, 580, 318, 630]
mvc-header — [658, 352, 890, 396]
theatre-phone: (ದೂ: 2521923) — [827, 615, 889, 626]
theatre-phone: (ದೂ: 2497199) — [827, 693, 889, 704]
drc-phone: ದೂ : 4240422/4241800 — [750, 111, 869, 122]
drc-row-4: ಸ್ಕ್ರೀನ್ 4 ಗಂಧದ ಗುಡಿ (ಕ) ಬೆ.11.10ಕ್ಕೆ, ಲವ್ ಟುಡೇ(ತ) ಮ.1.45ಕ್ಕೆ, ರಾ.7.20ಕ್ಕೆ, ಸಂ.4.20ಕ್ಕೆ, ಅವತಾರ್(ಇ) ರಾ.10.05ಕ್ಕೆ — [660, 200, 881, 217]
mvc-phone: ದೂ : 0821-2973519 — [759, 375, 860, 386]
date-line: ಭಾನುವಾರ 4 ಡಿಸೆಂಬರ್ 2022 — [700, 55, 845, 70]
theatre-movie-row — [660, 731, 892, 744]
pvr-notice: ಸೂಚನೆ: ಸಿನಿಮಾ ಪ್ರದರ್ಶನದ ಸಮಯ ಬದಲಾವಣೆಯಾಗುವ ಸಾಧ್ಯತೆಯಿದೆ. ಪ್ರೇಕ್ಷಕರು ಚಿತ್ರಮಂದಿರಗಳನ್ನು ಸಂಪರ್ಕಿಸಿ ಖಚಿತಪಡಿಸಿಕೊಳ್ಳಬೇಕಾಗಿ ವಿನಂತಿ. — [660, 584, 882, 601]
mvc-row-1: ಸ್ಕ್ರೀನ್ 1 (ಕ) ಬೆ.10.30ಕ್ಕೆ, ಕಾಂತಾರ(ಕ) ಮ.1.15ಕ್ಕೆ, ಸಂ.4.15ಕ್ಕೆ, ರಾ.7.15ಕ್ಕೆ, ರಾ.9.50ಕ್ಕೆ — [660, 398, 872, 406]
reservation-quote-text: ಅಖಿಲ ಕರ್ನಾಟಕ ವಿಶ್ವಕರ್ಮ ಮಹಾಸಭಾ ರಾಜ್ಯಾಧ್ಯಕ್ಷ ಕೆ.ಪಿ.ನಂಜುಂಡಿ ಅವರು ಸಮುದಾಯದ ಹಕ್ಕುಗಳಿಗಾಗಿ ಸರ್ಕಾರದ ಗಮನ ಸೆಳೆಯುವ ನಿಟ್ಟಿನಲ್ಲಿ ಸಂಘಟನೆ ಬಲಪಡಿಸಲು ಕರೆ ನೀಡಿದರು. -ಶಿವಕುಮಾರ್, ವಿಶ್ವಕರ್ಮ ಸಮಾಜದ ತಾಲೂಕು ಮಾಜಿ ಅಧ್ಯಕ್ಷ — [541, 1146, 647, 1212]
tata-text: ಬೆಟ್ಟದಪುರ, ಡಿ.3-ವೇಗವಾಗಿ ಬಂದ ಟಾಟಾ ಏಸ್ ವಾಹನ ಬೈಕ್‌ಗೆ ಡಿಕ್ಕಿ ಹೊಡೆದ ಪರಿಣಾಮ ಬೈಕ್ ಸವಾರರಿಬ್ಬರು ಗಾಯಗೊಂಡಿರುವ ಘಟನೆ ನಡೆದಿದೆ. ಗಾಯಾಳುಗಳನ್ನು ಸ್ಥಳೀಯರು ತಕ್ಷಣ ಆಸ್ಪತ್ರೆಗೆ ದಾಖಲಿಸಿದರು. ಪ್ರಕರಣ ದಾಖಲಿಸಿಕೊಂಡ ಪೊಲೀಸರು ತನಿಖೆ ನಡೆಸುತ್ತಿದ್ದಾರೆ. ಸ್ಥಳಕ್ಕೆ ಠಾಣಾಧಿಕಾರಿ ಭೇಟಿ ನೀಡಿ ಪರಿಶೀಲಿಸಿದರು. — [354, 1036, 651, 1064]
theatre-shows: 4 ಪ್ರದರ್ಶನಗಳು — [850, 707, 888, 715]
theatre-movie: ಟ್ರಿಪಲ್ ರೈಡಿಂಗ್ (ಕ) — [663, 837, 711, 845]
drc-name: ಡಿಆರ್‌ಸಿ ಸಿನಿಮಾಸ್ — [733, 92, 886, 108]
leopard-text-2: ಗ್ರಾಮಸ್ಥರು ರಾತ್ರಿ ವೇಳೆ ಒಬ್ಬಂಟಿಯಾಗಿ ಓಡಾಡಬಾರದು. ಜಮೀನುಗಳಿಗೆ ಗುಂಪಾಗಿ ತೆರಳಬೇಕು. ಜಾನುವಾರುಗಳನ್ನು ಸುರಕ್ಷಿತ ಸ್ಥಳದಲ್ಲಿ ಕಟ್ಟಬೇಕು ಎಂದು ಸೂಚಿಸಲಾಗಿದೆ. ವಿಶೇಷ ತಂಡದ ಸಿಬ್ಬಂದಿ ಚಿರತೆ ಸೆರೆ ಹಿಡಿಯುವ ಕಾರ್ಯದಲ್ಲಿ ತೊಡಗಿದ್ದಾರೆ. ಪ್ರಸ್ತುತ ಕಾರ್ಯಾಚರಣೆಯಲ್ಲಿ 120 ಜನ ಸಿಬ್ಬಂದಿ ಭಾಗವಹಿಸಿದ್ದಾರೆ. ಹೆಚ್ಚಿನ ಬೋನುಗಳನ್ನು ಇರಿಸಲು ಕ್ರಮ ಕೈಗೊಳ್ಳಲಾಗಿದೆ ಎಂದರು. — [380, 654, 466, 767]
theatre-name-row — [660, 848, 892, 861]
inox-logo: INOX LIVE THE MOVIE — [662, 226, 728, 262]
lvs-headline: ಎಲ್‌ವಿಸಿ ಅಸ್ಥಿರಗೊಳಿಸುವ ಯತ್ನ: ಆರೋಪ — [48, 486, 228, 501]
theatre-movie-row — [660, 835, 892, 848]
mvc-name: ಮೈಸೂರು ವಿಷನ್ ಸಿನಿಮಾ — [733, 356, 886, 372]
inox-row-2: ಸ್ಕ್ರೀನ್ 2 ಫ್ರೀಡಂ ಫ್ಲೈಟ್(ಕ) ಬೆ.9.55ಕ್ಕೆ, ಕಾಂತಾರ(ಕ) ಮ.12.50ಕ್ಕೆ, ರಾ.7.15ಕ್ಕೆ, ಕಾಂತಾರ(ಕ) ಸಂ.4.05ಕ್ಕೆ, ರಾ.10.15ಕ್ಕೆ — [660, 278, 868, 295]
theatre-movie: ಹೆಡ್ ಬುಷ್ (ಕ) — [663, 733, 702, 741]
drc-header — [658, 88, 890, 132]
mid-rule — [47, 841, 651, 842]
leopard-text-3: ಗ್ರಾಮಸ್ಥರಿಗೆ ಅರಣ್ಯ ಇಲಾಖೆ ಸಹಾಯವಾಣಿ ಸಂಖ್ಯೆ ನೀಡಲಾಗಿದೆ. ಚಿರತೆ ಕಂಡುಬಂದಲ್ಲಿ ತಕ್ಷಣ ಮಾಹಿತಿ ನೀಡಬೇಕು. ಜನರು ಭಯಭೀತರಾಗಬೇಕಿಲ್ಲ. ಇಲಾಖೆ ಸಂಪೂರ್ಣ ಸನ್ನದ್ಧವಾಗಿದೆ. ಶಾಲಾ ಮಕ್ಕಳನ್ನು ಪೋಷಕರು ಸುರಕ್ಷಿತವಾಗಿ ಕರೆದೊಯ್ಯಬೇಕು ಎಂದು ಮನವಿ ಮಾಡಿದರು. ಕಾರ್ಯಾಚರಣೆ ಯಶಸ್ವಿಯಾಗುವ ವಿಶ್ವಾಸವಿದೆ. — [470, 654, 651, 701]
theatre-name-row — [660, 666, 892, 679]
theatre-name: ಉಮಾ ಚಿತ್ರಮಂದಿರ — [663, 668, 708, 676]
inox-row-4: ಸ್ಕ್ರೀನ್ 4 ಲವ್ ಟುಡೇ (ತ) ಬೆ.10.15ಕ್ಕೆ, ಮ.1.20ಕ್ಕೆ, ರಾ.7.10ಕ್ಕೆ, ರಾ.10.15ಕ್ಕೆ — [660, 316, 845, 324]
lead-col2: ನಗರಸಭಾ ಆಯುಕ್ತೆ ಮಾನಸ ನೇತೃತ್ವದ ತಂಡ ಹುಣಸೂರಿನ ಸಂತೆಮಾಳದ 71 ಮಳಿಗೆ, ಆಕ್ಸ್‌ಫರ್ಡ್ ಶಾಲೆ ಹಾಗೂ ಕೋರ್ಟ್ ಸರ್ಕಲ್ ಬಳಿಯ 2 ಮಳಿಗೆಗಳನ್ನು ಬಾಗಿ ಮಾಡಿದರು. ವಿಷಯ ತಿಳಿಯುತ್ತಿದ್ದಂತೆಯೇ ಕೆಲವು ಅಂಗಡಿ ಮಾಲೀಕರು ಸ್ಥಳಕ್ಕೆ ಧಾವಿಸಿ ಅಧಿಕಾರಿಗಳೊಂದಿಗೆ ವಾಗ್ವಾದ ನಡೆಸಿದರು. ಮಳಿಗೆಗಳಲ್ಲಿದ್ದ ವಸ್ತುಗಳನ್ನು ತೆರವುಗೊಳಿಸಲು ಸಮಯಾವಕಾಶ ನೀಡಲಾಯಿತು. ಕೆಲವರು ಸ್ವಯಂಪ್ರೇರಿತವಾಗಿ ಮಳಿಗೆ ಖಾಲಿ ಮಾಡಿದರು. — [205, 322, 355, 388]
inox-name: ಐನಾಕ್ಸ್ ಮೂವೀಸ್ — [733, 226, 886, 242]
theatre-name: ಮಹದೇಶ್ವರ ಚಿತ್ರಮಂದಿರ — [663, 720, 720, 728]
lead-rule — [47, 142, 651, 143]
housing-text: ತಿ.ನರಸೀಪುರ, ಡಿ.3-ಬಡವರಿಗೆ ಸರ್ಕಾರ ರೂಪಿಸಿರುವ ವಸತಿ ಯೋಜನೆಯನ್ನು ತಕ್ಷಣ ಆರಂಭಿಸಬೇಕು ಎಂದು ಶಾಸಕರು ಅಧಿಕಾರಿಗಳಿಗೆ ಸೂಚಿಸಿದರು. ಪಟ್ಟಣದಲ್ಲಿ ನಡೆದ ಫಲಾನುಭವಿಗಳ ಸಭೆಯಲ್ಲಿ ಮಾತನಾಡಿದ ಅವರು, ನಿವೇಶನ ರಹಿತರಿಗೆ ನಿವೇಶನ ಹಂಚಿಕೆ ಮಾಡಿ ಮನೆ ನಿರ್ಮಾಣಕ್ಕೆ ಅನುದಾನ ಬಿಡುಗಡೆ ಮಾಡಲಾಗುವುದು. ಅರ್ಹ ಫಲಾನುಭವಿಗಳನ್ನು ಪಾರದರ್ಶಕವಾಗಿ ಆಯ್ಕೆ ಮಾಡಬೇಕು ಎಂದರು. ಕಾರ್ಯಕ್ರಮದಲ್ಲಿ ಪುರಸಭೆ ಸದಸ್ಯರು, ಅಧಿಕಾರಿಗಳು ಹಾಗೂ ಫಲಾನುಭವಿಗಳು ಹಾಜರಿದ್ದರು. ಸಭೆಯಲ್ಲಿ ಮನೆ ನಿರ್ಮಾಣ ಪ್ರಗತಿ ಪರಿಶೀಲಿಸಲಾಯಿತು. — [48, 972, 348, 1019]
theatre-movie: ಮಾಡ (ಕ) — [663, 759, 688, 767]
ambedkar-headline: ಅಂಬೇಡ್ಕರ್ ಸಮುದಾಯ ಭವನ ಉದ್ಘಾಟನೆ — [354, 847, 562, 865]
students-caption: ಮೈಸೂರಿನ ಸೆಂಟ್ ಫಿಲೋಮಿನಾ ಕಾಲೇಜಿನ ವಿದ್ಯಾರ್ಥಿಗಳು ಚಾಂಪಿಯನ್‌ಶಿಪ್‌ನಲ್ಲಿ ಉತ್ತಮ ಸಾಧನೆ ಮಾಡಿದ್ದಾರೆ. ಪ್ರಾಂಶುಪಾಲರು, ಉಪನ್ಯಾಸಕರು, ಸಮಿತಿ ಸದಸ್ಯರು ಹಾಗೂ ವಿದ್ಯಾರ್ಥಿಗಳು ಚಿತ್ರದಲ್ಲಿದ್ದಾರೆ. — [658, 974, 892, 993]
reg-mark-yellow — [164, 1404, 173, 1413]
lead-headline: ಅನಧಿಕೃತ ಬಾಡಿಗೆದಾರರ ತೆರವುಗೊಳಿಸಿ ಮಳಿಗೆಗಳ ವಶಕ್ಕೆ ಪಡೆದ ನಗರಸಭೆ — [50, 108, 611, 136]
theatre-movie-row — [660, 705, 892, 718]
lower-rule — [47, 1094, 651, 1095]
quote-mark-icon: “ — [541, 1140, 558, 1172]
reservation-photo-banner — [200, 1160, 370, 1194]
theatre-name: ರಿಪೋ — [663, 824, 677, 832]
vehicle-headline: ವಾಹನ ತಪಾಸಣೆ: 2.43 ಲಕ್ಷ ದಂಡ ವಸೂಲಿ — [658, 1037, 838, 1051]
